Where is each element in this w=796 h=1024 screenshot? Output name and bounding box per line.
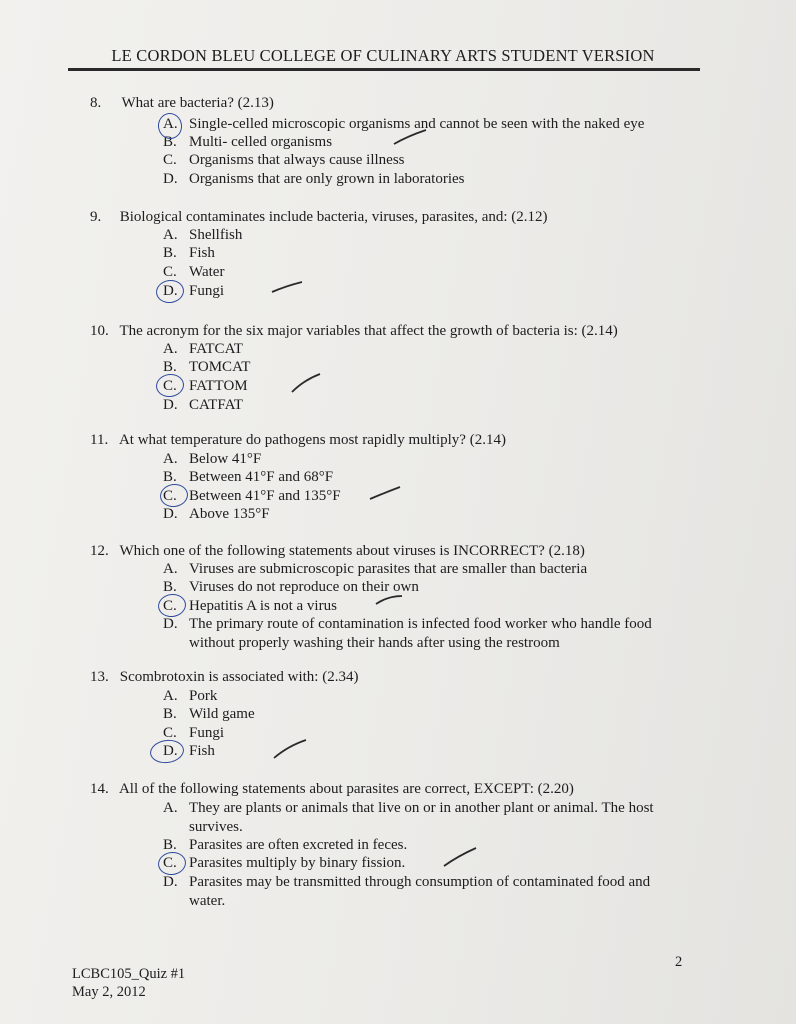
option-a: A. FATCAT — [163, 341, 243, 357]
option-c: C. Organisms that always cause illness — [163, 152, 405, 168]
option-b: B. Multi- celled organisms — [163, 134, 333, 150]
option-a: A. Single-celled microscopic organisms and cannot be seen with the naked eye — [163, 116, 645, 132]
option-d: D. Fish — [163, 743, 215, 759]
option-c: C. Between 41°F and 135°F — [163, 488, 341, 504]
question-number: 14. — [90, 781, 109, 797]
question-8 — [90, 94, 730, 194]
question-text: The acronym for the six major variables that affect the growth of bacteria is: (2.14) — [119, 323, 618, 339]
option-b: B. Parasites are often excreted in feces. — [163, 837, 408, 853]
question-12 — [90, 542, 730, 657]
checkmark-icon — [366, 483, 406, 503]
header-rule — [68, 68, 700, 71]
question-number: 10. — [90, 323, 109, 339]
question-number: 8. — [90, 95, 102, 111]
question-number: 12. — [90, 543, 109, 559]
option-a: A. They are plants or animals that live on or in another plant or animal. The host survives. — [163, 800, 654, 835]
question-number: 9. — [90, 209, 102, 225]
option-c: C. Parasites multiply by binary fission. — [163, 855, 406, 871]
question-text: All of the following statements about parasites are correct, EXCEPT: (2.20) — [118, 781, 574, 797]
checkmark-icon — [440, 846, 480, 870]
checkmark-icon — [288, 372, 328, 396]
option-a: A. Below 41°F — [163, 451, 262, 467]
question-text: At what temperature do pathogens most rapidly multiply? (2.14) — [118, 432, 506, 448]
option-d: D. CATFAT — [163, 397, 243, 413]
option-c: C. Hepatitis A is not a virus — [163, 598, 337, 614]
question-text: Which one of the following statements about viruses is INCORRECT? (2.18) — [119, 543, 585, 559]
option-d: D. Parasites may be transmitted through consumption of contaminated food and water. — [163, 874, 651, 909]
option-c: C. Fungi — [163, 725, 225, 741]
option-a: A. Pork — [163, 688, 218, 704]
option-d: D. Organisms that are only grown in laboratories — [163, 171, 465, 187]
option-a: A. Viruses are submicroscopic parasites that are smaller than bacteria — [163, 561, 588, 577]
question-text: Biological contaminates include bacteria, viruses, parasites, and: (2.12) — [119, 209, 548, 225]
checkmark-icon — [390, 128, 430, 148]
checkmark-icon — [372, 592, 408, 612]
question-9 — [90, 208, 730, 308]
option-b: B. TOMCAT — [163, 359, 251, 375]
option-d: D. Fungi — [163, 283, 225, 299]
option-b: B. Between 41°F and 68°F — [163, 469, 334, 485]
option-a: A. Shellfish — [163, 227, 243, 243]
option-d: D. Above 135°F — [163, 506, 270, 522]
option-c: C. Water — [163, 264, 225, 280]
option-b: B. Wild game — [163, 706, 255, 722]
page-footer — [72, 965, 185, 1001]
question-10 — [90, 322, 730, 422]
quiz-date: May 2, 2012 — [72, 984, 146, 1000]
question-number: 13. — [90, 669, 109, 685]
question-11 — [90, 431, 730, 531]
question-text: What are bacteria? (2.13) — [121, 95, 274, 111]
checkmark-icon — [268, 278, 308, 298]
option-d: D. The primary route of contamination is infected food worker who handle food without properly washing their hands after using the restroom — [163, 616, 652, 651]
question-text: Scombrotoxin is associated with: (2.34) — [119, 669, 359, 685]
course-label: LCBC105_Quiz #1 — [72, 966, 186, 982]
option-b: B. Fish — [163, 245, 215, 261]
page-number: 2 — [675, 954, 683, 970]
page-header: LE CORDON BLEU COLLEGE OF CULINARY ARTS STUDENT VERSION — [111, 46, 655, 65]
question-13 — [90, 668, 730, 768]
option-b: B. Viruses do not reproduce on their own — [163, 579, 419, 595]
option-c: C. FATTOM — [163, 378, 248, 394]
question-14 — [90, 780, 730, 910]
question-number: 11. — [90, 432, 109, 448]
checkmark-icon — [270, 738, 310, 762]
